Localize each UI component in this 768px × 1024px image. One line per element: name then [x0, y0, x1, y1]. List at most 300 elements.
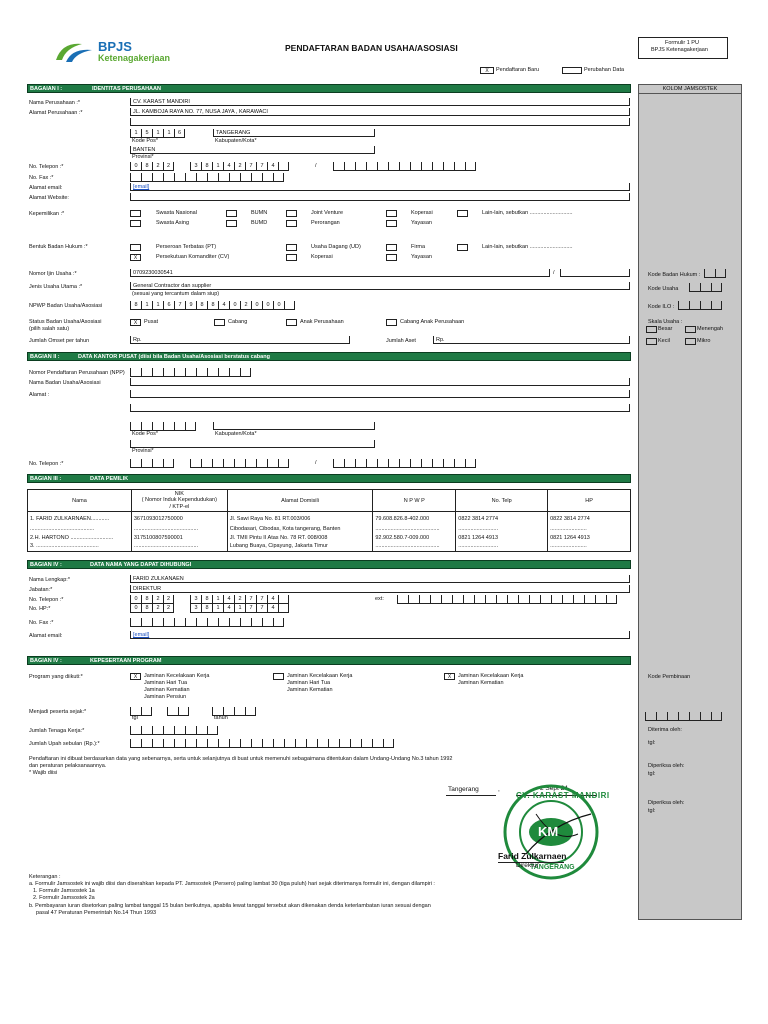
notes-b1: pasal 47 Peraturan Pemerintah No.14 Thun 1993 — [36, 910, 157, 916]
contact-hp-digit: 3 — [190, 604, 201, 613]
provinsi-pusat-field[interactable] — [130, 440, 375, 448]
section-4-title: BAGIAN IV : — [30, 562, 62, 568]
telepon-digit: 0 — [130, 162, 141, 171]
koperasi-checkbox[interactable] — [386, 210, 397, 217]
diterima-oleh-label: Diterima oleh: — [648, 727, 682, 733]
kode-pos-pusat-label: Kode Pos* — [132, 431, 158, 437]
npwp-digit: 0 — [262, 301, 273, 310]
table-row — [28, 512, 631, 525]
omset-field[interactable] — [130, 336, 350, 344]
swasta-asing-checkbox[interactable] — [130, 220, 141, 227]
kode-pos-digit: 1 — [152, 129, 163, 138]
cabang-anak-checkbox[interactable] — [386, 319, 397, 326]
section-3-title: BAGIAN III : — [30, 476, 62, 482]
npwp-digit: 2 — [240, 301, 251, 310]
contact-telepon-digit: 2 — [152, 595, 163, 604]
owner-cell[interactable]: .......................................... — [131, 542, 227, 552]
status-note: (pilih salah satu) — [29, 326, 70, 332]
contact-hp-digit: 1 — [212, 604, 223, 613]
section-3-header — [27, 474, 631, 483]
program-option-1-line: Jaminan Kecelakaan Kerja — [144, 673, 210, 679]
ijin-usaha-value: 0709230030541 — [133, 270, 173, 276]
contact-email-field[interactable] — [130, 631, 630, 639]
owner-cell[interactable]: 0821 1264 4913 — [548, 534, 631, 542]
telepon-digit: 1 — [212, 162, 223, 171]
program-label: Program yang diikuti:* — [29, 674, 83, 680]
perorangan-label: Perorangan — [311, 220, 340, 226]
owner-cell[interactable]: .......................... — [456, 542, 548, 552]
contact-telepon-digit: 3 — [190, 595, 201, 604]
jabatan-value: DIREKTUR — [133, 586, 162, 592]
contact-hp-digit: 1 — [234, 604, 245, 613]
npwp-digit: 1 — [141, 301, 152, 310]
peserta-tahun-label: tahun — [214, 715, 228, 721]
cabang-label: Cabang — [228, 319, 248, 325]
perorangan-checkbox[interactable] — [286, 220, 297, 227]
telepon-pusat-label: No. Telepon :* — [29, 461, 64, 467]
owner-cell[interactable]: 3175100807590001 — [131, 534, 227, 542]
koperasi-bh-checkbox[interactable] — [286, 254, 297, 261]
provinsi-pusat-label: Provinsi* — [132, 448, 154, 454]
jabatan-label: Jabatan:* — [29, 587, 53, 593]
mikro-label: Mikro — [697, 338, 711, 344]
section-1-subtitle: IDENTITAS PERUSAHAAN — [92, 86, 161, 92]
jenis-usaha-field[interactable] — [130, 282, 630, 290]
npwp-digit: 7 — [174, 301, 185, 310]
ijin-usaha-field-2[interactable] — [560, 269, 630, 277]
swasta-nasional-label: Swasta Nasional — [156, 210, 197, 216]
yayasan-label: Yayasan — [411, 220, 432, 226]
alamat-perusahaan-value: JL. KAMBOJA RAYA NO. 77, NUSA JAYA , KARAWACI — [133, 109, 268, 115]
npwp-digit: 0 — [273, 301, 284, 310]
skala-usaha-label: Skala Usaha : — [648, 319, 683, 325]
notes-b: b. Pembayaran iuran disetorkan paling lambat tanggal 15 bulan berikutnya, apabila lewat tanggal tersebut akan dikenakan denda keterlambatan iuran sesuai dengan — [29, 903, 431, 909]
diterima-tgl-label: tgl: — [648, 740, 656, 746]
owner-cell[interactable]: 3. ......................................... — [28, 542, 132, 552]
bumn-checkbox[interactable] — [226, 210, 237, 217]
npwp-digit: 0 — [229, 301, 240, 310]
kode-badan-hukum-label: Kode Badan Hukum : — [648, 272, 701, 278]
ijin-usaha-label: Nomor Ijin Usaha :* — [29, 271, 77, 277]
owner-header-nik — [131, 490, 227, 512]
ext-label: ext: — [375, 596, 384, 602]
contact-hp-digit: 4 — [223, 604, 234, 613]
section-3-subtitle: DATA PEMILIK — [90, 476, 129, 482]
program-option-3-line: Jaminan Kematian — [458, 680, 504, 686]
pt-label: Perseroan Terbatas (PT) — [156, 244, 217, 250]
notes-title: Keterangan : — [29, 874, 61, 880]
signature-place-line — [446, 795, 496, 796]
program-option-1-line: Jaminan Pensiun — [144, 694, 187, 700]
npwp-digit: 0 — [251, 301, 262, 310]
owner-header-nik-text: NIK ( Nomor Induk Kependudukan) / KTP-el — [141, 491, 217, 510]
notes-a: a. Formulir Jamsostek ini wajib diisi dan diserahkan kepada PT. Jamsostek (Persero) paling lambat 30 (tiga puluh) hari sejak diterimanya formulir ini, dengan dilampiri : — [29, 881, 435, 887]
kode-ilo-label: Kode ILO : — [648, 304, 675, 310]
cv-checkbox[interactable]: X — [130, 254, 141, 261]
npwp-digit: 9 — [185, 301, 196, 310]
kecil-label: Kecil — [658, 338, 670, 344]
npwp-digit: 6 — [163, 301, 174, 310]
kode-pos-digit: 1 — [163, 129, 174, 138]
signer-name: Farid Zulkarnaen — [498, 851, 567, 861]
company-stamp — [496, 784, 610, 880]
new-registration-checkbox[interactable]: X — [480, 67, 494, 74]
new-registration-label: Pendaftaran Baru — [496, 67, 540, 73]
telepon-digit: 2 — [234, 162, 245, 171]
nama-perusahaan-field[interactable] — [130, 98, 630, 106]
bpjs-logo-icon — [52, 38, 96, 64]
bpjs-logo — [52, 38, 232, 68]
contact-telepon-digit: 2 — [234, 595, 245, 604]
kode-pos-digit: 6 — [174, 129, 185, 138]
telepon-digit: 2 — [163, 162, 174, 171]
npwp-digit: 8 — [196, 301, 207, 310]
kode-usaha-field[interactable] — [689, 283, 722, 292]
peserta-bulan-field[interactable] — [167, 707, 189, 716]
diperiksa-tgl-label-2: tgl: — [648, 808, 656, 814]
contact-telepon-number-field[interactable] — [190, 595, 289, 604]
section-2-subtitle: DATA KANTOR PUSAT (diisi bila Badan Usaha/Asosiasi berstatus cabang — [78, 354, 270, 360]
owner-cell[interactable]: 3671093012750000 — [131, 512, 227, 525]
kota-pusat-field[interactable] — [213, 422, 375, 430]
alamat-perusahaan-field-2[interactable] — [130, 118, 630, 126]
telepon-digit: 4 — [223, 162, 234, 171]
owner-cell[interactable]: Jl. TMII Pintu II Atas No. 78 RT. 008/008 — [227, 534, 373, 542]
telepon-number-field[interactable] — [190, 162, 289, 171]
signature-comma: , — [498, 786, 500, 793]
owner-cell[interactable]: 0821 1264 4913 — [456, 534, 548, 542]
cabang-anak-label: Cabang Anak Perusahaan — [400, 319, 465, 325]
lain-lain-kepemilikan-label: Lain-lain, sebutkan ............................ — [482, 210, 573, 216]
nama-badan-field[interactable] — [130, 378, 630, 386]
stamp-text-bottom: TANGERANG — [530, 864, 575, 871]
telepon-2-field[interactable] — [333, 162, 476, 171]
jabatan-field[interactable] — [130, 585, 630, 593]
kode-pembinaan-label: Kode Pembinaan — [648, 674, 691, 680]
website-label: Alamat Website: — [29, 195, 69, 201]
owner-header-alamat: Alamat Domisili — [227, 490, 373, 512]
program-option-1-line: Jaminan Kematian — [144, 687, 190, 693]
mikro-checkbox[interactable] — [685, 338, 696, 345]
owner-cell[interactable]: ........................ — [548, 542, 631, 552]
tenaga-kerja-label: Jumlah Tenaga Kerja:* — [29, 728, 85, 734]
contact-telepon-digit: 4 — [223, 595, 234, 604]
pusat-checkbox[interactable]: X — [130, 319, 141, 326]
contact-email-label: Alamat email: — [29, 633, 63, 639]
contact-telepon-digit: 4 — [267, 595, 278, 604]
contact-hp-digit: 0 — [130, 604, 141, 613]
contact-hp-digit: 2 — [163, 604, 174, 613]
kode-pos-field[interactable] — [130, 129, 185, 138]
koperasi-label: Koperasi — [411, 210, 433, 216]
contact-hp-digit: 2 — [152, 604, 163, 613]
koperasi-bh-label: Koperasi — [311, 254, 333, 260]
contact-fax-field[interactable] — [130, 618, 284, 627]
fax-field[interactable] — [130, 173, 284, 182]
jenis-usaha-label: Jenis Usaha Utama :* — [29, 284, 83, 290]
bumn-label: BUMN — [251, 210, 268, 216]
contact-hp-number-field[interactable] — [190, 604, 289, 613]
kota-value: TANGERANG — [216, 130, 251, 136]
logo-text: BPJS — [98, 39, 132, 54]
stamp-text-center: KM — [538, 824, 559, 839]
anak-perusahaan-checkbox[interactable] — [286, 319, 297, 326]
section-4-subtitle: DATA NAMA YANG DAPAT DIHUBUNGI — [90, 562, 192, 568]
peserta-tgl-label: tgl — [132, 715, 138, 721]
kecil-checkbox[interactable] — [646, 338, 657, 345]
kode-pos-label: Kode Pos* — [132, 138, 158, 144]
provinsi-label: Provinsi* — [132, 154, 154, 160]
signer-title: Direktur — [516, 862, 539, 869]
npwp-digit: 1 — [152, 301, 163, 310]
contact-hp-digit: 4 — [267, 604, 278, 613]
owner-cell[interactable]: 0822 3814 2774 — [456, 512, 548, 525]
telepon-digit: 7 — [256, 162, 267, 171]
diperiksa-oleh-label-2: Diperiksa oleh: — [648, 800, 685, 806]
owner-header-hp: HP — [548, 490, 631, 512]
nama-badan-label: Nama Badan Usaha/Asosiasi — [29, 380, 101, 386]
owner-cell[interactable]: .......................................... — [28, 525, 132, 534]
alamat-pusat-field[interactable] — [130, 390, 630, 398]
contact-email-value: [email] — [133, 632, 150, 638]
owner-header-telp: No. Telp — [456, 490, 548, 512]
declaration-line-1: Pendaftaran ini dibuat berdasarkan data yang sebenarnya, serta untuk selanjutnya di buat untuk memenuhi sebagaimana ditentukan dalam Undang-Undang No.3 tahun 1992 — [29, 756, 453, 762]
email-label: Alamat email: — [29, 185, 63, 191]
menengah-label: Menengah — [697, 326, 723, 332]
yayasan-bh-checkbox[interactable] — [386, 254, 397, 261]
upah-label: Jumlah Upah sebulan (Rp.):* — [29, 741, 100, 747]
cv-label: Persekutuan Komanditer (CV) — [156, 254, 230, 260]
contact-name-label: Nama Lengkap:* — [29, 577, 70, 583]
pusat-label: Pusat — [144, 319, 159, 325]
owner-cell[interactable]: 1. FARID ZULKARNAEN............ — [28, 512, 132, 525]
nama-perusahaan-value: CV. KARAST MANDIRI — [133, 99, 190, 105]
contact-telepon-digit: 8 — [141, 595, 152, 604]
declaration-line-2: dan peraturan pelaksanaannya. — [29, 763, 107, 769]
program-option-2-line: Jaminan Kecelakaan Kerja — [287, 673, 353, 679]
table-row — [28, 534, 631, 542]
npwp-digit: 8 — [130, 301, 141, 310]
provinsi-field[interactable] — [130, 146, 375, 154]
table-row — [28, 542, 631, 552]
ijin-usaha-separator: / — [553, 270, 555, 276]
contact-hp-label: No. HP:* — [29, 606, 51, 612]
kode-usaha-label: Kode Usaha — [648, 286, 679, 292]
owner-table-header — [28, 490, 631, 512]
contact-telepon-digit: 1 — [212, 595, 223, 604]
contact-telepon-digit: 8 — [201, 595, 212, 604]
bumd-label: BUMD — [251, 220, 268, 226]
contact-hp-digit: 8 — [141, 604, 152, 613]
pt-checkbox[interactable] — [130, 244, 141, 251]
joint-venture-label: Joint Venture — [311, 210, 344, 216]
website-field[interactable] — [130, 193, 630, 201]
telepon-pusat-separator: / — [315, 460, 317, 466]
telepon-digit: 7 — [245, 162, 256, 171]
kode-pos-pusat-field[interactable] — [130, 422, 196, 431]
telepon-area-field[interactable] — [130, 162, 174, 171]
data-change-checkbox[interactable] — [562, 67, 582, 74]
kode-pos-digit: 1 — [130, 129, 141, 138]
signature-date: 2 Sept 24 — [540, 785, 568, 792]
firma-checkbox[interactable] — [386, 244, 397, 251]
owner-cell[interactable]: .......................................... — [131, 525, 227, 534]
jenis-usaha-note: (sesuai yang tercantum dalam siup) — [132, 291, 220, 297]
tenaga-kerja-field[interactable] — [130, 726, 218, 735]
contact-telepon-digit: 0 — [130, 595, 141, 604]
owner-table — [27, 489, 631, 552]
provinsi-value: BANTEN — [133, 147, 156, 153]
owner-cell[interactable]: Lubang Buaya, Cipayung, Jakarta Timur — [227, 542, 373, 552]
notes-a1: 1. Formulir Jamsostek 1a — [33, 888, 95, 894]
wajib-note: * Wajib diisi — [29, 770, 58, 776]
program-option-3-checkbox[interactable]: X — [444, 673, 455, 680]
owner-cell[interactable]: 79.608.826.8-402.000 — [373, 512, 456, 525]
firma-label: Firma — [411, 244, 426, 250]
npwp-digit: 8 — [207, 301, 218, 310]
kepemilikan-label: Kepemilikan :* — [29, 211, 65, 217]
telepon-digit: 2 — [152, 162, 163, 171]
contact-telepon-digit: 7 — [256, 595, 267, 604]
program-option-2-line: Jaminan Kematian — [287, 687, 333, 693]
kode-badan-hukum-field[interactable] — [704, 269, 726, 278]
jamsostek-column-title: KOLOM JAMSOSTEK — [639, 85, 741, 94]
owner-cell[interactable]: .......................................... — [373, 542, 456, 552]
contact-telepon-digit: 7 — [245, 595, 256, 604]
yayasan-bh-label: Yayasan — [411, 254, 432, 260]
kota-label: Kabupaten/Kota* — [215, 138, 257, 144]
fax-label: No. Fax :* — [29, 175, 54, 181]
ijin-usaha-field[interactable] — [130, 269, 550, 277]
program-option-2-line: Jaminan Hari Tua — [287, 680, 331, 686]
section-4-header — [27, 560, 631, 569]
telepon-pusat-number-field[interactable] — [190, 459, 289, 468]
contact-fax-label: No. Fax :* — [29, 620, 54, 626]
form-code-line2: BPJS Ketenagakerjaan — [651, 47, 708, 53]
notes-a2: 2. Formulir Jamsostek 2a — [33, 895, 95, 901]
owner-cell[interactable]: Cibodasari, Cibodas, Kota tangerang, Banten — [227, 525, 373, 534]
owner-cell[interactable]: .......................... — [456, 525, 548, 534]
kota-field[interactable] — [213, 129, 375, 137]
contact-hp-area-field[interactable] — [130, 604, 174, 613]
contact-hp-digit: 8 — [201, 604, 212, 613]
program-option-2-checkbox[interactable] — [273, 673, 284, 680]
alamat-pusat-field-2[interactable] — [130, 404, 630, 412]
owner-header-nama: Nama — [28, 490, 132, 512]
cabang-checkbox[interactable] — [214, 319, 225, 326]
jamsostek-column — [638, 84, 742, 920]
bumd-checkbox[interactable] — [226, 220, 237, 227]
yayasan-checkbox[interactable] — [386, 220, 397, 227]
stamp-text-top: CV. KARAST MANDIRI — [516, 791, 610, 800]
kode-ilo-field[interactable] — [678, 301, 722, 310]
jenis-usaha-value: General Contractor dan supplier — [133, 283, 212, 289]
telepon-label: No. Telepon :* — [29, 164, 64, 170]
telepon-digit: 3 — [190, 162, 201, 171]
form-code-box — [638, 37, 728, 59]
npwp-digit: 4 — [218, 301, 229, 310]
owner-cell[interactable]: 2.H. HARTONO ............................ — [28, 534, 132, 542]
email-value: [email] — [133, 184, 150, 190]
diperiksa-oleh-label-1: Diperiksa oleh: — [648, 763, 685, 769]
contact-telepon-area-field[interactable] — [130, 595, 174, 604]
form-code-line1: Formulir 1 PU — [665, 40, 699, 46]
joint-venture-checkbox[interactable] — [286, 210, 297, 217]
kode-pembinaan-field[interactable] — [645, 712, 722, 721]
contact-name-value: FARID ZULKANAEN — [133, 576, 184, 582]
telepon-digit: 8 — [201, 162, 212, 171]
telepon-pusat-area-field[interactable] — [130, 459, 174, 468]
omset-value: Rp. — [133, 337, 142, 343]
contact-hp-digit: 7 — [256, 604, 267, 613]
peserta-sejak-label: Menjadi peserta sejak:* — [29, 709, 87, 715]
page-title: PENDAFTARAN BADAN USAHA/ASOSIASI — [285, 43, 458, 53]
npwp-field[interactable] — [130, 301, 295, 310]
owner-cell[interactable]: 92.902.580.7-009.000 — [373, 534, 456, 542]
lain-lain-bh-label: Lain-lain, sebutkan ............................ — [482, 244, 573, 250]
lain-lain-bh-checkbox[interactable] — [457, 244, 468, 251]
section-2-title: BAGIAN II : — [30, 354, 60, 360]
kota-pusat-label: Kabupaten/Kota* — [215, 431, 257, 437]
telepon-digit: 4 — [267, 162, 278, 171]
contact-name-field[interactable] — [130, 575, 630, 583]
owner-cell[interactable]: Jl. Sawi Raya No. 81 RT.003/006 — [227, 512, 373, 525]
npp-field[interactable] — [130, 368, 251, 377]
logo-subtext: Ketenagakerjaan — [98, 53, 171, 63]
nama-perusahaan-label: Nama Perusahaan :* — [29, 100, 81, 106]
badan-hukum-label: Bentuk Badan Hukum :* — [29, 244, 88, 250]
besar-checkbox[interactable] — [646, 326, 657, 333]
telepon-digit: 8 — [141, 162, 152, 171]
owner-header-npwp: N P W P — [373, 490, 456, 512]
status-label: Status Badan Usaha/Asosiasi — [29, 319, 102, 325]
swasta-nasional-checkbox[interactable] — [130, 210, 141, 217]
npwp-label: NPWP Badan Usaha/Asosiasi — [29, 303, 103, 309]
owner-cell[interactable]: 0822 3814 2774 — [548, 512, 631, 525]
aset-field[interactable] — [433, 336, 630, 344]
ud-checkbox[interactable] — [286, 244, 297, 251]
signature-place: Tangerang — [448, 786, 479, 793]
omset-label: Jumlah Omset per tahun — [29, 338, 90, 344]
diperiksa-tgl-label-1: tgl: — [648, 771, 656, 777]
telepon-pusat-2-field[interactable] — [333, 459, 476, 468]
contact-hp-digit: 7 — [245, 604, 256, 613]
besar-label: Besar — [658, 326, 673, 332]
owner-cell[interactable]: .......................................... — [373, 525, 456, 534]
section-5-header — [27, 656, 631, 665]
program-option-1-line: Jaminan Hari Tua — [144, 680, 188, 686]
owner-cell[interactable]: ........................ — [548, 525, 631, 534]
aset-label: Jumlah Aset — [386, 338, 416, 344]
section-5-title: BAGIAN IV : — [30, 658, 62, 664]
aset-value: Rp. — [436, 337, 445, 343]
contact-telepon-digit: 2 — [163, 595, 174, 604]
upah-field[interactable] — [130, 739, 394, 748]
npp-label: Nomor Pendaftaran Perusahaan (NPP) — [29, 370, 125, 376]
menengah-checkbox[interactable] — [685, 326, 696, 333]
table-row — [28, 525, 631, 534]
alamat-perusahaan-field[interactable] — [130, 108, 630, 116]
section-5-subtitle: KEPESERTAAN PROGRAM — [90, 658, 162, 664]
section-1-title: BAGAIAN I : — [30, 86, 63, 92]
anak-perusahaan-label: Anak Perusahaan — [300, 319, 344, 325]
ext-field[interactable] — [397, 595, 617, 604]
lain-lain-kepemilikan-checkbox[interactable] — [457, 210, 468, 217]
telepon-separator: / — [315, 163, 317, 169]
alamat-pusat-label: Alamat : — [29, 392, 50, 398]
email-field[interactable] — [130, 183, 630, 191]
program-option-1-checkbox[interactable]: X — [130, 673, 141, 680]
